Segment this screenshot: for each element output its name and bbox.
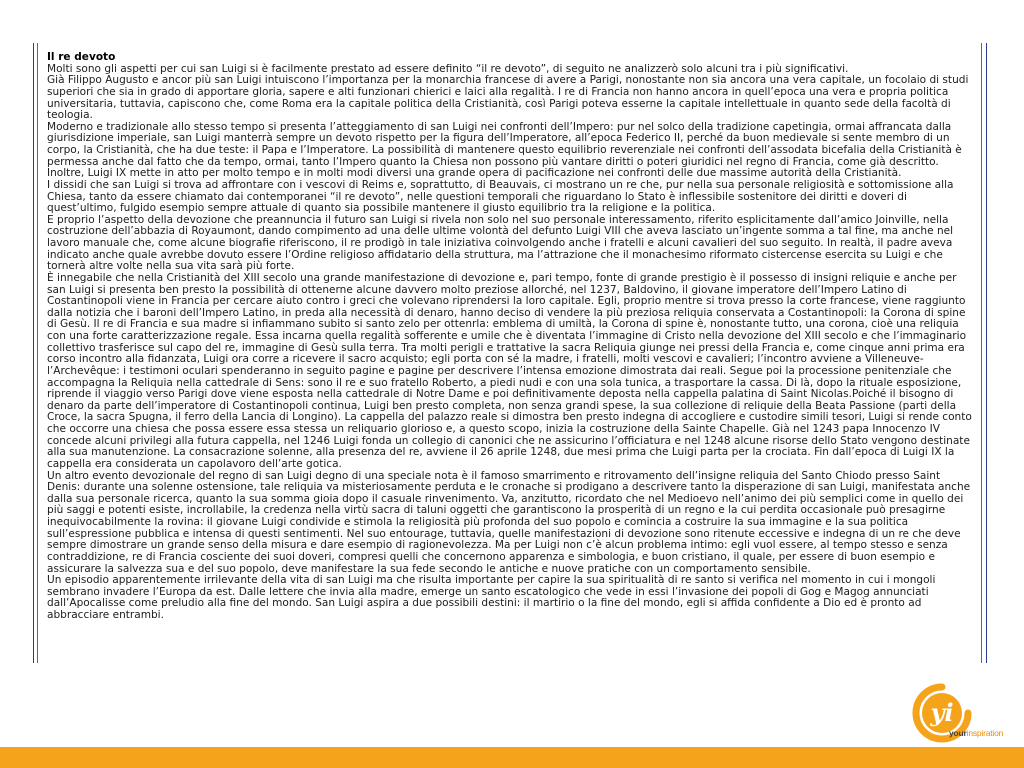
right-border-red [981, 43, 982, 663]
paragraph-3: Moderno e tradizionale allo stesso tempo si presenta l’atteggiamento di san Luigi nei confronti dell’Impero: pur nel solco della tradizione capetingia, ormai affrancata dalla giurisdizione imperiale, san Luigi manterrà sempre un devoto rispetto per la figura dell’Imperatore, all’epoca Federico II, perché da buon medievale si sente membro di un corpo, la Cristianità, che ha due teste: il Papa e l’Imperatore. La possibilità di mantenere questo equilibrio reverenziale nei confronti dell’assodata bicefalia della Cristianità è permessa anche dal fatto che da tempo, ormai, tanto l’Impero quanto la Chiesa non possono più vantare diritti o poteri giuridici nel regno di Francia, come già descritto. Inoltre, Luigi IX mette in atto per molto tempo e in molti modi diversi una grande opera di pacificazione nei confronti delle due massime autorità della Cristianità. [47, 120, 962, 180]
article-title: Il re devoto [47, 52, 116, 63]
article-body [47, 52, 975, 652]
paragraph-6: È innegabile che nella Cristianità del XIII secolo una grande manifestazione di devozione e, pari tempo, fonte di grande prestigio è il possesso di insigni reliquie e anche per san Luigi si presenta ben presto la possibilità di ottenerne alcune davvero molto preziose allorché, nel 1237, Baldovino, il giovane imperatore dell’Impero Latino di Costantinopoli viene in Francia per cercare aiuto contro i greci che volevano riprendersi la loro capitale. Egli, proprio mentre si trova presso la corte francese, viene raggiunto dalla notizia che i baroni dell’Impero Latino, in preda alla necessità di denaro, hanno deciso di vendere la più preziosa reliquia conservata a Costantinopoli: la Corona di spine di Gesù. Il re di Francia e sua madre si infiammano subito si santo zelo per ottenrla: emblema di umiltà, la Corona di spine è, nonostante tutto, una corona, cioè una reliquia con una forte caratterizzazione regale. Essa incarna quella regalità sofferente e umile che è diventata l’immagine di Cristo nella devozione del XIII secolo e che l’immaginario collettivo trasferisce sul capo del re, immagine di Gesù sulla terra. Tra molti perigli e trattative la sacra Reliquia giunge nei pressi della Francia e, come cinque anni prima era corso incontro alla fidanzata, Luigi ora corre a ricevere il sacro acquisto; egli porta con sé la madre, i fratelli, molti vescovi e cavalieri; l’incontro avviene a Villeneuve-l’Archevêque: i testimoni oculari spenderanno in seguito pagine e pagine per descrivere l’intensa emozione dimostrata dai reali. Segue poi la processione penitenziale che accompagna la Reliquia nella cattedrale di Sens: sono il re e suo fratello Roberto, a piedi nudi e con una sola tunica, a trasportare la cassa. Di là, dopo la rituale esposizione, riprende il viaggio verso Parigi dove viene esposta nella cattedrale di Notre Dame e poi definitivamente deposta nella cappella palatina di Saint Nicolas.Poiché il bisogno di denaro da parte dell’imperatore di Costantinopoli continua, Luigi ben presto completa, non senza grandi spese, la sua collezione di reliquie della Beata Passione (parti della Croce, la sacra Spugna, il ferro della Lancia di Longino). La cappella del palazzo reale si dimostra ben presto indegna di accogliere e custodire simili tesori, Luigi si rende conto che occorre una chiesa che possa essere essa stessa un reliquario glorioso e, a questo scopo, inizia la costruzione della Sainte Chapelle. Già nel 1243 papa Innocenzo IV concede alcuni privilegi alla futura cappella, nel 1246 Luigi fonda un collegio di canonici che ne assicurino l’officiatura e nel 1248 alcune risorse dello Stato vengono destinate alla sua manutenzione. La consacrazione solenne, alla presenza del re, avviene il 26 aprile 1248, due mesi prima che Luigi parta per la crociata. Fin dall’epoca di Luigi IX la cappella era considerata un capolavoro dell’arte gotica. [47, 271, 972, 470]
paragraph-1: Molti sono gli aspetti per cui san Luigi si è facilmente prestato ad essere definito “il re devoto”, di seguito ne analizzerò solo alcuni tra i più significativi. [47, 62, 849, 75]
tagline-rest: inspiration [966, 728, 1004, 738]
paragraph-7: Un altro evento devozionale del regno di san Luigi degno di una speciale nota è il famoso smarrimento e ritrovamento dell’insigne reliquia del Santo Chiodo presso Saint Denis: durante una solenne ostensione, tale reliquia va misteriosamente perduta e le cronache si prodigano a descrivere tanto la disperazione di san Luigi, manifestata anche dalla sua personale ricerca, quanto la sua somma gioia dopo il casuale rinvenimento. Va, anzitutto, ricordato che nel Medioevo nell’animo dei più semplici come in quello dei più saggi e potenti esiste, incrollabile, la credenza nella virtù sacra di taluni oggetti che garantiscono la prosperità di un regno e la cui perdita occasionale può presagirne inequivocabilmente la rovina: il giovane Luigi condivide e stimola la religiosità più profonda del suo popolo e comincia a costruire la sua immagine e la sua politica sull’espressione pubblica e intensa di questi sentimenti. Nel suo entourage, tuttavia, quelle manifestazioni di devozione sono ritenute eccessive e indegna di un re che deve sempre dimostrare un grande senso della misura e dare esempio di ragionevolezza. Ma per Luigi non c’è alcun problema intimo: egli vuol essere, al tempo stesso e senza contraddizione, re di Francia cosciente dei suoi doveri, compresi quelli che concernono apparenza e simbologia, e buon cristiano, il quale, per essere di buon esempio e assicurare la salvezza sua e del suo popolo, deve manifestare la sua fede secondo le antiche e nuove pratiche con un comportamento sensibile. [47, 469, 971, 575]
right-border-blue [986, 43, 987, 663]
paragraph-4: I dissidi che san Luigi si trova ad affrontare con i vescovi di Reims e, soprattutto, di Beauvais, ci mostrano un re che, pur nella sua personale religiosità e sottomissione alla Chiesa, tanto da essere chiamato dai contemporanei “il re devoto”, nelle questioni temporali che riguardano lo Stato è inflessibile sostenitore dei diritti e doveri di quest’ultimo, fulgido esempio sempre attuale di quanto sia possibile mantenere il giusto equilibrio tra la religione e la politica. [47, 178, 954, 215]
left-border-blue [33, 43, 34, 663]
brand-logo [912, 683, 1024, 743]
left-border-red [37, 43, 38, 663]
paragraph-2: Già Filippo Augusto e ancor più san Luigi intuiscono l’importanza per la monarchia francese di avere a Parigi, nonostante non sia ancora una vera capitale, un focolaio di studi superiori che sia in grado di apportare gloria, sapere e alti funzionari chierici e laici alla regalità. I re di Francia non hanno ancora in quell’epoca una vera e propria politica universitaria, tuttavia, capiscono che, come Roma era la capitale politica della Cristianità, così Parigi poteva esserne la capitale intellettuale in quanto sede della facoltà di teologia. [47, 74, 969, 122]
brand-tagline [949, 728, 1003, 738]
logo-mark-text: yi [930, 698, 954, 727]
bottom-accent-bar [0, 747, 1024, 768]
paragraph-5: E proprio l’aspetto della devozione che preannuncia il futuro san Luigi si rivela non solo nel suo personale interessamento, riferito esplicitamente dall’amico Joinville, nella costruzione dell’abbazia di Royaumont, dando compimento ad una delle ultime volontà del defunto Luigi VIII che aveva lasciato un’ingente somma a tal fine, ma anche nel lavoro manuale che, come alcune biografie riferiscono, il re prodigò in tale iniziativa coinvolgendo anche i fratelli e alcuni cavalieri del suo seguito. In realtà, il padre aveva indicato anche quale avrebbe dovuto essere l’Ordine religioso affidatario della struttura, ma l’attrazione che il monachesimo riformato cistercense esercita su Luigi e che tornerà altre volte nella sua vita sarà più forte. [47, 213, 954, 273]
paragraph-8: Un episodio apparentemente irrilevante della vita di san Luigi ma che risulta importante per capire la sua spiritualità di re santo si verifica nel momento in cui i mongoli sembrano invadere l’Europa da est. Dalle lettere che invia alla madre, emerge un santo escatologico che vede in essi l’invasione dei popoli di Gog e Magog annunciati dall’Apocalisse come preludio alla fine del mondo. San Luigi aspira a due possibili destini: il martirio o la fine del mondo, egli si affida confidente a Dio ed è pronto ad abbracciare entrambi. [47, 574, 936, 621]
tagline-bold: your [949, 728, 967, 738]
